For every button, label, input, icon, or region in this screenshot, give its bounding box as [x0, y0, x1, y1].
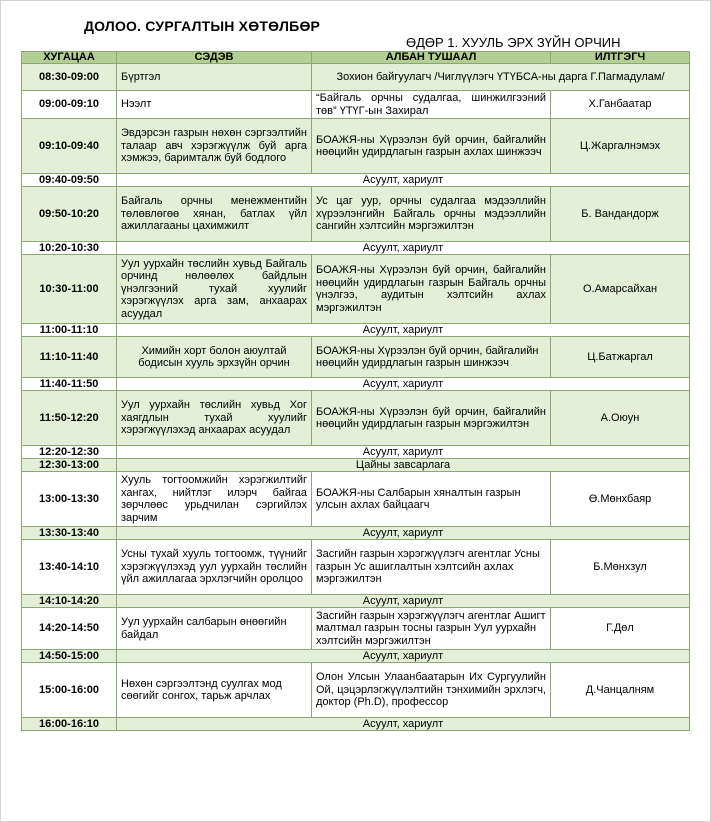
row-span-label: Асуулт, хариулт — [117, 595, 690, 608]
row-span-label: Асуулт, хариулт — [117, 174, 690, 187]
row-speaker: Д.Чанцалням — [551, 663, 690, 718]
row-position: БОАЖЯ-ны Хүрээлэн буй орчин, байгалийн нөөцийн удирдлагын газрын Байгаль орчны үнэлгээ, аудитын хэлтсийн ахлах мэргэжилтэн — [312, 255, 551, 324]
row-speaker: Ө.Мөнхбаяр — [551, 472, 690, 527]
row-position: Олон Улсын Улаанбаатарын Их Сургуулийн Ой, цэцэрлэгжүүлэлтийн тэнхимийн эрхлэгч, доктор (Ph.D), профессор — [312, 663, 551, 718]
table-row — [22, 119, 690, 174]
row-speaker: А.Оюун — [551, 391, 690, 446]
day-subtitle: ӨДӨР 1. ХУУЛЬ ЭРХ ЗҮЙН ОРЧИН — [406, 35, 621, 50]
table-row — [22, 650, 690, 663]
table-row — [22, 91, 690, 119]
row-time: 13:40-14:10 — [22, 540, 117, 595]
row-time: 11:40-11:50 — [22, 378, 117, 391]
row-time: 12:20-12:30 — [22, 446, 117, 459]
row-time: 11:00-11:10 — [22, 324, 117, 337]
header-time: ХУГАЦАА — [22, 52, 117, 64]
header-topic: СЭДЭВ — [117, 52, 312, 64]
row-position: Засгийн газрын хэрэгжүүлэгч агентлаг Ашигт малтмал газрын тосны газрын Уул уурхайн хэлтсийн мэргэжилтэн — [312, 608, 551, 650]
row-speaker: Б. Вандандорж — [551, 187, 690, 242]
row-topic: Химийн хорт болон аюултай бодисын хууль эрхзүйн орчин — [117, 337, 312, 378]
row-position: БОАЖЯ-ны Хүрээлэн буй орчин, байгалийн нөөцийн удирдлагын газрын мэргэжилтэн — [312, 391, 551, 446]
row-span-label: Асуулт, хариулт — [117, 446, 690, 459]
table-row — [22, 324, 690, 337]
row-topic: Уул уурхайн салбарын өнөөгийн байдал — [117, 608, 312, 650]
table-row — [22, 718, 690, 731]
row-time: 13:30-13:40 — [22, 527, 117, 540]
row-time: 14:20-14:50 — [22, 608, 117, 650]
row-speaker: Ц.Батжаргал — [551, 337, 690, 378]
row-time: 14:10-14:20 — [22, 595, 117, 608]
table-row — [22, 242, 690, 255]
document-title: ДОЛОО. СУРГАЛТЫН ХӨТӨЛБӨР — [84, 18, 321, 34]
header-row — [22, 52, 690, 64]
table-row — [22, 540, 690, 595]
row-time: 09:40-09:50 — [22, 174, 117, 187]
row-position: Ус цаг уур, орчны судалгаа мэдээллийн хүрээлэнгийн Байгаль орчны мэдээллийн сангийн хэлтсийн мэргэжилтэн — [312, 187, 551, 242]
row-time: 11:10-11:40 — [22, 337, 117, 378]
row-time: 09:10-09:40 — [22, 119, 117, 174]
row-position: Засгийн газрын хэрэгжүүлэгч агентлаг Усны газрын Ус ашиглалтын хэлтсийн ахлах мэргэжилтэн — [312, 540, 551, 595]
table-row — [22, 446, 690, 459]
row-topic: Нээлт — [117, 91, 312, 119]
row-span-label: Асуулт, хариулт — [117, 378, 690, 391]
row-position: БОАЖЯ-ны Хүрээлэн буй орчин, байгалийн нөөцийн удирдлагын газрын ахлах шинжээч — [312, 119, 551, 174]
row-time: 09:00-09:10 — [22, 91, 117, 119]
table-row — [22, 608, 690, 650]
row-time: 08:30-09:00 — [22, 64, 117, 91]
row-span-label: Асуулт, хариулт — [117, 324, 690, 337]
table-row — [22, 337, 690, 378]
row-position: БОАЖЯ-ны Салбарын хяналтын газрын улсын ахлах байцаагч — [312, 472, 551, 527]
row-time: 13:00-13:30 — [22, 472, 117, 527]
header-position: АЛБАН ТУШААЛ — [312, 52, 551, 64]
row-speaker: Ц.Жаргалнэмэх — [551, 119, 690, 174]
row-time: 15:00-16:00 — [22, 663, 117, 718]
table-row — [22, 527, 690, 540]
table-row — [22, 378, 690, 391]
table-row — [22, 663, 690, 718]
row-position: “Байгаль орчны судалгаа, шинжилгээний төв” ҮТҮГ-ын Захирал — [312, 91, 551, 119]
table-row — [22, 64, 690, 91]
row-span-label: Цайны завсарлага — [117, 459, 690, 472]
table-row — [22, 174, 690, 187]
row-topic: Эвдэрсэн газрын нөхөн сэргээлтийн талаар авч хэрэгжүүлж буй арга хэмжээ, баримталж буй бодлого — [117, 119, 312, 174]
row-speaker: Г.Дөл — [551, 608, 690, 650]
row-speaker: Б.Мөнхзул — [551, 540, 690, 595]
row-span-label: Асуулт, хариулт — [117, 527, 690, 540]
table-row — [22, 187, 690, 242]
row-topic: Бүртгэл — [117, 64, 312, 91]
row-topic: Уул уурхайн төслийн хувьд Байгаль орчинд нөлөөлөх байдлын үнэлгээний тухай хуулийг хэрэгжүүлэх арга зам, анхаарах асуудал — [117, 255, 312, 324]
row-topic: Усны тухай хууль тогтоомж, түүнийг хэрэгжүүлэхэд уул уурхайн төслийн үйл ажиллагаа эрхлэгчийн оролцоо — [117, 540, 312, 595]
table-row — [22, 255, 690, 324]
row-span-label: Асуулт, хариулт — [117, 650, 690, 663]
table-row — [22, 472, 690, 527]
row-time: 11:50-12:20 — [22, 391, 117, 446]
row-time: 09:50-10:20 — [22, 187, 117, 242]
row-time: 14:50-15:00 — [22, 650, 117, 663]
schedule-table — [21, 51, 690, 731]
row-time: 12:30-13:00 — [22, 459, 117, 472]
row-span-label: Асуулт, хариулт — [117, 242, 690, 255]
table-row — [22, 595, 690, 608]
row-topic: Уул уурхайн төслийн хувьд Хог хаягдлын тухай хуулийг хэрэгжүүлэхэд анхаарах асуудал — [117, 391, 312, 446]
row-topic: Байгаль орчны менежментийн төлөвлөгөө хянан, батлах үйл ажиллагааны цахимжилт — [117, 187, 312, 242]
row-topic: Нөхөн сэргээлтэнд суулгах мод сөөгийг сонгох, тарьж арчлах — [117, 663, 312, 718]
row-position: Зохион байгуулагч /Чиглүүлэгч ҮТҮБСА-ны дарга Г.Пагмадулам/ — [312, 64, 690, 91]
table-row — [22, 391, 690, 446]
row-time: 10:20-10:30 — [22, 242, 117, 255]
row-position: БОАЖЯ-ны Хүрээлэн буй орчин, байгалийн нөөцийн удирдлагын газрын шинжээч — [312, 337, 551, 378]
table-row — [22, 459, 690, 472]
row-time: 16:00-16:10 — [22, 718, 117, 731]
row-time: 10:30-11:00 — [22, 255, 117, 324]
row-speaker: О.Амарсайхан — [551, 255, 690, 324]
row-speaker: Х.Ганбаатар — [551, 91, 690, 119]
row-topic: Хууль тогтоомжийн хэрэгжилтийг хангах, нийтлэг илэрч байгаа зөрчлөөс урьдчилан сэргийлэх зарчим — [117, 472, 312, 527]
header-speaker: ИЛТГЭГЧ — [551, 52, 690, 64]
row-span-label: Асуулт, хариулт — [117, 718, 690, 731]
